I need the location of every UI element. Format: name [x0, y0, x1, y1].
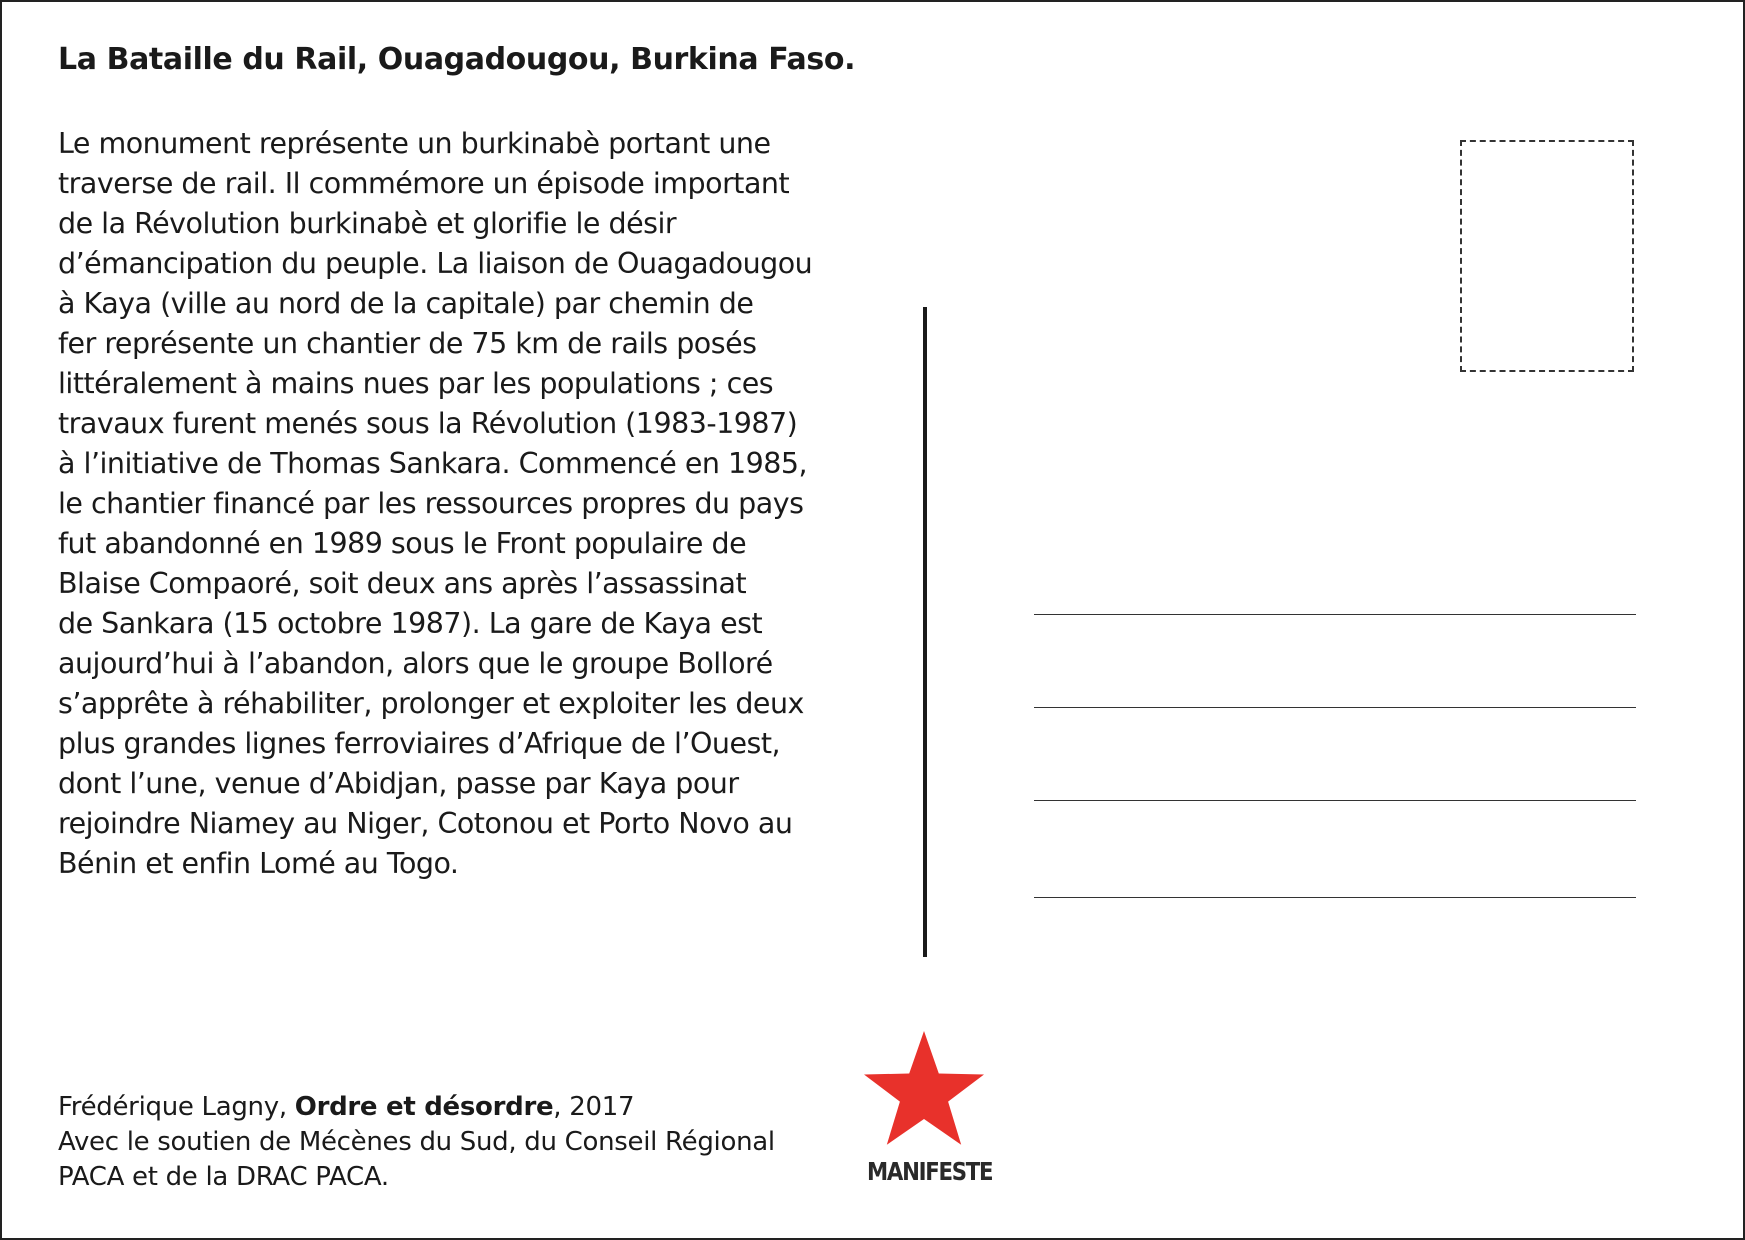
address-line-3	[1034, 800, 1636, 801]
manifeste-logo	[857, 1027, 991, 1197]
address-line-1	[1034, 614, 1636, 615]
stamp-placeholder	[1460, 140, 1634, 372]
description-line: à l’initiative de Thomas Sankara. Commencé en 1985,	[58, 447, 808, 480]
description-line: fut abandonné en 1989 sous le Front populaire de	[58, 527, 747, 560]
card-title: La Bataille du Rail, Ouagadougou, Burkina Faso.	[58, 42, 856, 77]
credits-support-line-2: PACA et de la DRAC PACA.	[58, 1162, 389, 1192]
credits-support-line-1: Avec le soutien de Mécènes du Sud, du Conseil Régional	[58, 1127, 775, 1157]
description-line: de Sankara (15 octobre 1987). La gare de Kaya est	[58, 607, 763, 640]
description-line: aujourd’hui à l’abandon, alors que le groupe Bolloré	[58, 647, 773, 680]
address-line-2	[1034, 707, 1636, 708]
description-line: littéralement à mains nues par les populations ; ces	[58, 367, 774, 400]
credits-work-title: Ordre et désordre	[294, 1092, 554, 1122]
credits-author-line	[58, 1090, 775, 1125]
credits-year: , 2017	[553, 1092, 635, 1122]
description-line: travaux furent menés sous la Révolution (1983-1987)	[58, 407, 798, 440]
credits-author: Frédérique Lagny,	[58, 1092, 295, 1122]
description-line: traverse de rail. Il commémore un épisode important	[58, 167, 790, 200]
address-line-4	[1034, 897, 1636, 898]
description-line: le chantier financé par les ressources propres du pays	[58, 487, 804, 520]
description-line: Le monument représente un burkinabè portant une	[58, 127, 771, 160]
description-line: s’apprête à réhabiliter, prolonger et exploiter les deux	[58, 687, 804, 720]
logo-text: MANIFESTE	[867, 1157, 993, 1186]
description-line: Bénin et enfin Lomé au Togo.	[58, 847, 459, 880]
description-line: d’émancipation du peuple. La liaison de Ouagadougou	[58, 247, 813, 280]
center-divider	[923, 307, 927, 957]
description-line: de la Révolution burkinabè et glorifie le désir	[58, 207, 677, 240]
description-line: rejoindre Niamey au Niger, Cotonou et Porto Novo au	[58, 807, 793, 840]
description-line: dont l’une, venue d’Abidjan, passe par Kaya pour	[58, 767, 739, 800]
description-line: à Kaya (ville au nord de la capitale) par chemin de	[58, 287, 754, 320]
description-line: fer représente un chantier de 75 km de rails posés	[58, 327, 757, 360]
credits	[58, 1090, 775, 1195]
description-line: Blaise Compaoré, soit deux ans après l’assassinat	[58, 567, 747, 600]
star-icon	[859, 1027, 989, 1151]
description-text	[58, 124, 812, 884]
description-line: plus grandes lignes ferroviaires d’Afrique de l’Ouest,	[58, 727, 781, 760]
